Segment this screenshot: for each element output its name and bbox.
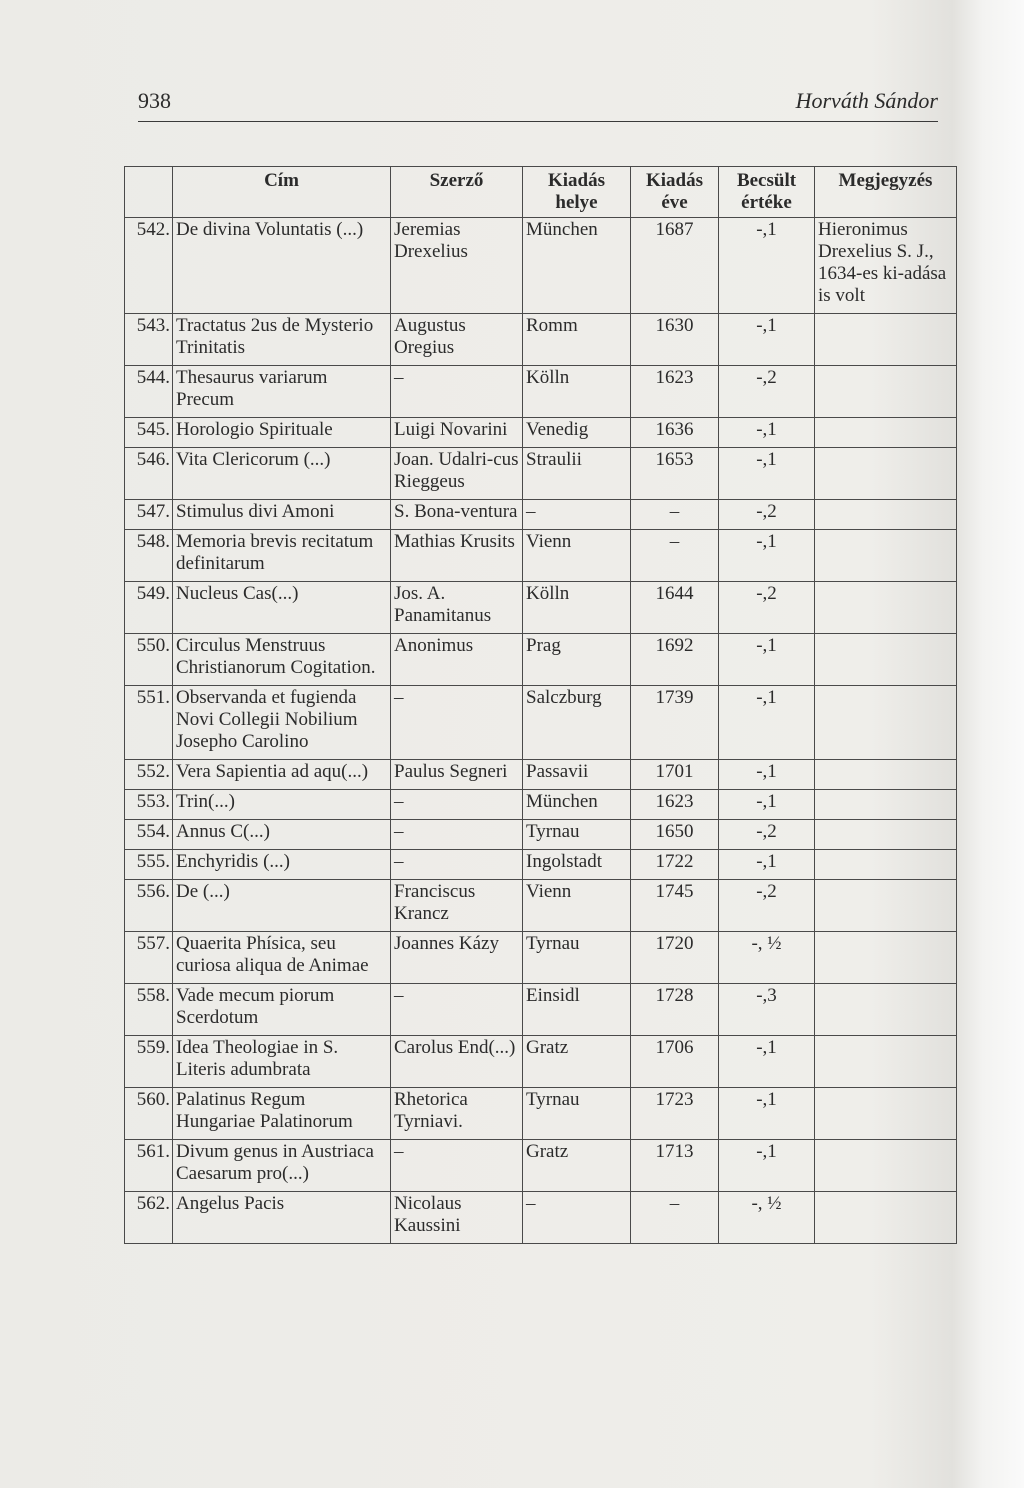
table-row xyxy=(125,760,957,790)
header-year: Kiadás éve xyxy=(631,167,719,218)
entry-year: – xyxy=(631,530,719,582)
entry-place: Straulii xyxy=(523,448,631,500)
entry-value: -,2 xyxy=(719,366,815,418)
table-header-row xyxy=(125,167,957,218)
table-row xyxy=(125,1192,957,1244)
entry-author: Anonimus xyxy=(391,634,523,686)
entry-note xyxy=(815,686,957,760)
entry-author: – xyxy=(391,790,523,820)
entry-note xyxy=(815,850,957,880)
entry-author: Mathias Krusits xyxy=(391,530,523,582)
entry-title: Quaerita Phísica, seu curiosa aliqua de Animae xyxy=(173,932,391,984)
table-row xyxy=(125,634,957,686)
entry-place: Venedig xyxy=(523,418,631,448)
entry-author: Rhetorica Tyrniavi. xyxy=(391,1088,523,1140)
table-row xyxy=(125,932,957,984)
entry-value: -,1 xyxy=(719,760,815,790)
header-value: Becsült értéke xyxy=(719,167,815,218)
entry-author: Jeremias Drexelius xyxy=(391,218,523,314)
entry-place: Passavii xyxy=(523,760,631,790)
entry-title: Angelus Pacis xyxy=(173,1192,391,1244)
table-row xyxy=(125,530,957,582)
entry-note xyxy=(815,790,957,820)
entry-note xyxy=(815,582,957,634)
table-row xyxy=(125,218,957,314)
entry-value: -,2 xyxy=(719,820,815,850)
entry-note xyxy=(815,366,957,418)
table-row xyxy=(125,582,957,634)
entry-title: Circulus Menstruus Christianorum Cogitation. xyxy=(173,634,391,686)
entry-year: 1713 xyxy=(631,1140,719,1192)
entry-note xyxy=(815,880,957,932)
entry-year: 1623 xyxy=(631,790,719,820)
entry-author: Franciscus Krancz xyxy=(391,880,523,932)
entry-year: 1745 xyxy=(631,880,719,932)
entry-title: Palatinus Regum Hungariae Palatinorum xyxy=(173,1088,391,1140)
entry-title: Nucleus Cas(...) xyxy=(173,582,391,634)
entry-number: 545. xyxy=(125,418,173,448)
header-place: Kiadás helye xyxy=(523,167,631,218)
entry-value: -,1 xyxy=(719,314,815,366)
entry-place: – xyxy=(523,500,631,530)
entry-note xyxy=(815,932,957,984)
table-row xyxy=(125,820,957,850)
entry-value: -,1 xyxy=(719,1088,815,1140)
entry-value: -,1 xyxy=(719,448,815,500)
entry-author: – xyxy=(391,1140,523,1192)
entry-place: Vienn xyxy=(523,880,631,932)
entry-value: -,2 xyxy=(719,880,815,932)
entry-author: – xyxy=(391,984,523,1036)
entry-year: 1653 xyxy=(631,448,719,500)
entry-author: – xyxy=(391,850,523,880)
entry-year: 1692 xyxy=(631,634,719,686)
entry-author: Joannes Kázy xyxy=(391,932,523,984)
table-row xyxy=(125,984,957,1036)
entry-year: 1623 xyxy=(631,366,719,418)
entry-note xyxy=(815,1088,957,1140)
entry-number: 551. xyxy=(125,686,173,760)
header-title: Cím xyxy=(173,167,391,218)
entry-value: -,1 xyxy=(719,790,815,820)
entry-value: -,1 xyxy=(719,1036,815,1088)
header-rule xyxy=(138,121,938,122)
entry-year: 1687 xyxy=(631,218,719,314)
entry-place: Gratz xyxy=(523,1140,631,1192)
entry-number: 558. xyxy=(125,984,173,1036)
entry-title: Vade mecum piorum Scerdotum xyxy=(173,984,391,1036)
entry-place: Tyrnau xyxy=(523,1088,631,1140)
entry-place: Prag xyxy=(523,634,631,686)
table-row xyxy=(125,1036,957,1088)
entry-value: -,1 xyxy=(719,686,815,760)
entry-year: 1706 xyxy=(631,1036,719,1088)
table-row xyxy=(125,850,957,880)
entry-title: Memoria brevis recitatum definitarum xyxy=(173,530,391,582)
entry-title: Divum genus in Austriaca Caesarum pro(...) xyxy=(173,1140,391,1192)
entry-year: – xyxy=(631,500,719,530)
entry-note xyxy=(815,418,957,448)
running-head-author: Horváth Sándor xyxy=(795,88,938,113)
entry-number: 553. xyxy=(125,790,173,820)
entry-number: 556. xyxy=(125,880,173,932)
entry-author: – xyxy=(391,820,523,850)
page-header xyxy=(138,88,938,118)
header-note: Megjegyzés xyxy=(815,167,957,218)
entry-value: -,1 xyxy=(719,850,815,880)
entry-year: 1722 xyxy=(631,850,719,880)
entry-number: 543. xyxy=(125,314,173,366)
entry-place: München xyxy=(523,790,631,820)
entry-author: – xyxy=(391,366,523,418)
entry-author: Jos. A. Panamitanus xyxy=(391,582,523,634)
page-number: 938 xyxy=(138,88,171,113)
table-row xyxy=(125,686,957,760)
entry-number: 557. xyxy=(125,932,173,984)
entry-note xyxy=(815,634,957,686)
entry-place: Tyrnau xyxy=(523,932,631,984)
entry-place: Vienn xyxy=(523,530,631,582)
entry-value: -,1 xyxy=(719,634,815,686)
entry-number: 542. xyxy=(125,218,173,314)
entry-number: 550. xyxy=(125,634,173,686)
entry-value: -,1 xyxy=(719,418,815,448)
entry-year: 1630 xyxy=(631,314,719,366)
entry-value: -,1 xyxy=(719,218,815,314)
entry-title: Stimulus divi Amoni xyxy=(173,500,391,530)
entry-note xyxy=(815,448,957,500)
entry-note xyxy=(815,1036,957,1088)
entry-author: Nicolaus Kaussini xyxy=(391,1192,523,1244)
entry-value: -,1 xyxy=(719,1140,815,1192)
entry-note xyxy=(815,760,957,790)
entry-title: Tractatus 2us de Mysterio Trinitatis xyxy=(173,314,391,366)
entry-value: -,3 xyxy=(719,984,815,1036)
entry-author: Carolus End(...) xyxy=(391,1036,523,1088)
entry-year: 1644 xyxy=(631,582,719,634)
table-row xyxy=(125,314,957,366)
entry-note xyxy=(815,1192,957,1244)
table-row xyxy=(125,448,957,500)
table-row xyxy=(125,366,957,418)
entry-place: München xyxy=(523,218,631,314)
entry-year: 1636 xyxy=(631,418,719,448)
entry-number: 555. xyxy=(125,850,173,880)
entry-value: -, ½ xyxy=(719,1192,815,1244)
entry-author: Augustus Oregius xyxy=(391,314,523,366)
entry-value: -,2 xyxy=(719,582,815,634)
header-author: Szerző xyxy=(391,167,523,218)
table-row xyxy=(125,418,957,448)
entry-title: Observanda et fugienda Novi Collegii Nobilium Josepho Carolino xyxy=(173,686,391,760)
entry-number: 547. xyxy=(125,500,173,530)
entry-title: Horologio Spirituale xyxy=(173,418,391,448)
entry-title: Idea Theologiae in S. Literis adumbrata xyxy=(173,1036,391,1088)
book-catalog-table xyxy=(124,166,957,1244)
table-row xyxy=(125,790,957,820)
entry-number: 549. xyxy=(125,582,173,634)
entry-year: 1739 xyxy=(631,686,719,760)
entry-place: Kölln xyxy=(523,366,631,418)
entry-number: 546. xyxy=(125,448,173,500)
header-number xyxy=(125,167,173,218)
entry-author: Joan. Udalri-cus Rieggeus xyxy=(391,448,523,500)
entry-year: 1720 xyxy=(631,932,719,984)
entry-place: – xyxy=(523,1192,631,1244)
entry-author: – xyxy=(391,686,523,760)
entry-place: Gratz xyxy=(523,1036,631,1088)
entry-title: De (...) xyxy=(173,880,391,932)
entry-author: Luigi Novarini xyxy=(391,418,523,448)
entry-year: – xyxy=(631,1192,719,1244)
entry-number: 561. xyxy=(125,1140,173,1192)
entry-author: Paulus Segneri xyxy=(391,760,523,790)
entry-note xyxy=(815,1140,957,1192)
entry-note: Hieronimus Drexelius S. J., 1634-es ki-adása is volt xyxy=(815,218,957,314)
entry-title: De divina Voluntatis (...) xyxy=(173,218,391,314)
entry-number: 562. xyxy=(125,1192,173,1244)
entry-note xyxy=(815,500,957,530)
entry-note xyxy=(815,984,957,1036)
entry-number: 544. xyxy=(125,366,173,418)
entry-place: Salczburg xyxy=(523,686,631,760)
entry-year: 1728 xyxy=(631,984,719,1036)
entry-value: -,1 xyxy=(719,530,815,582)
entry-year: 1723 xyxy=(631,1088,719,1140)
entry-year: 1650 xyxy=(631,820,719,850)
entry-number: 559. xyxy=(125,1036,173,1088)
entry-title: Annus C(...) xyxy=(173,820,391,850)
entry-place: Romm xyxy=(523,314,631,366)
entry-value: -,2 xyxy=(719,500,815,530)
entry-place: Tyrnau xyxy=(523,820,631,850)
entry-place: Einsidl xyxy=(523,984,631,1036)
table-row xyxy=(125,1140,957,1192)
entry-author: S. Bona-ventura xyxy=(391,500,523,530)
table-row xyxy=(125,880,957,932)
entry-number: 548. xyxy=(125,530,173,582)
entry-title: Enchyridis (...) xyxy=(173,850,391,880)
entry-note xyxy=(815,530,957,582)
entry-value: -, ½ xyxy=(719,932,815,984)
entry-place: Kölln xyxy=(523,582,631,634)
entry-note xyxy=(815,314,957,366)
entry-place: Ingolstadt xyxy=(523,850,631,880)
entry-title: Trin(...) xyxy=(173,790,391,820)
table-row xyxy=(125,1088,957,1140)
entry-number: 552. xyxy=(125,760,173,790)
entry-number: 560. xyxy=(125,1088,173,1140)
entry-number: 554. xyxy=(125,820,173,850)
entry-title: Thesaurus variarum Precum xyxy=(173,366,391,418)
table-row xyxy=(125,500,957,530)
entry-title: Vera Sapientia ad aqu(...) xyxy=(173,760,391,790)
entry-title: Vita Clericorum (...) xyxy=(173,448,391,500)
entry-year: 1701 xyxy=(631,760,719,790)
entry-note xyxy=(815,820,957,850)
